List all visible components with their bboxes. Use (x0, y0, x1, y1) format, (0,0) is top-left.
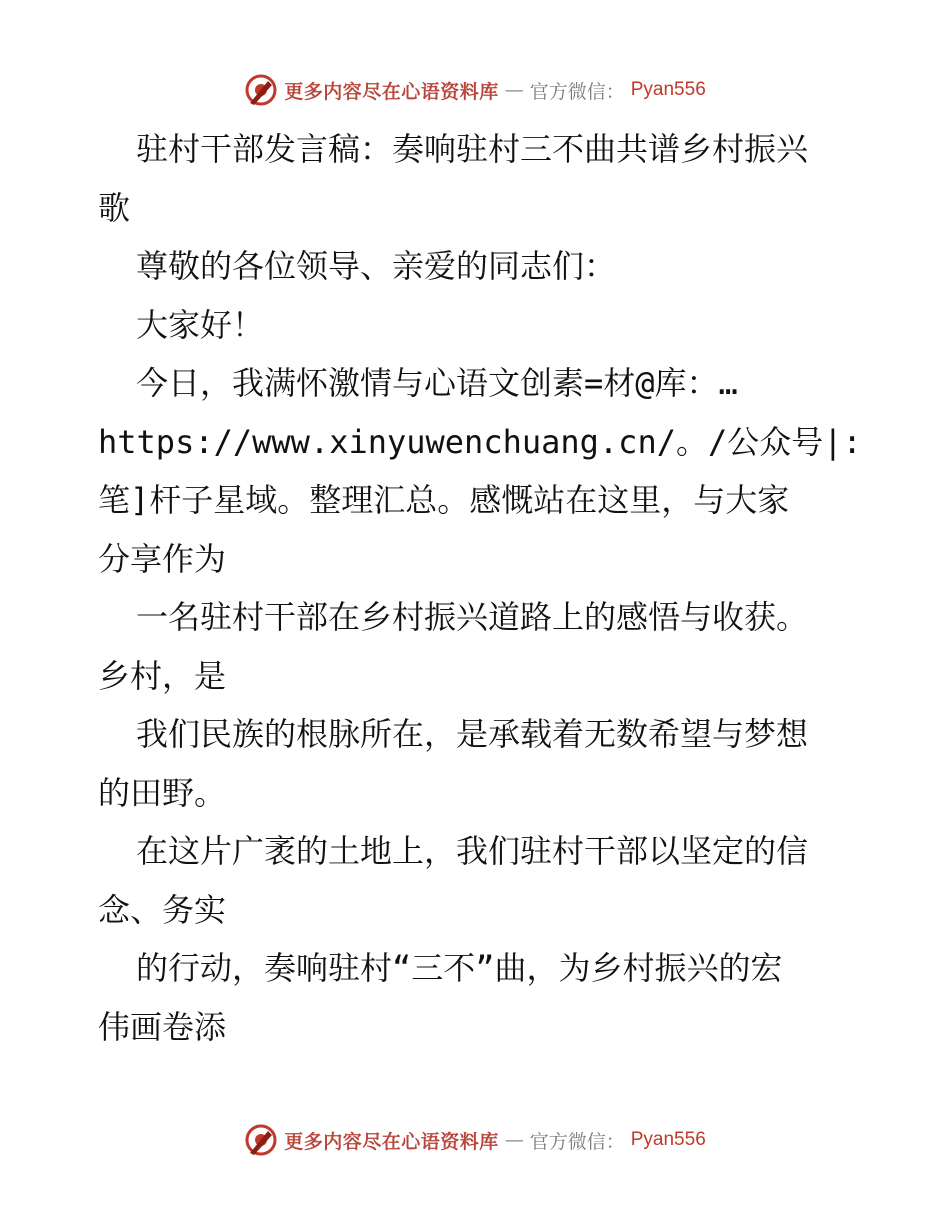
header-watermark (0, 70, 950, 110)
greeting: 大家好！ (136, 305, 265, 344)
paragraph-line: https://www.xinyuwenchuang.cn/。/公众号|: (98, 422, 862, 461)
paragraph-line: 念、务实 (98, 890, 227, 929)
document-body (98, 120, 862, 1056)
watermark-site-text: 更多内容尽在心语资料库 (284, 1130, 499, 1153)
paragraph-line: 今日，我满怀激情与心语文创素=材@库：… (136, 364, 738, 402)
watermark-site-text: 更多内容尽在心语资料库 (284, 80, 499, 103)
paragraph-line: 在这片广袤的土地上，我们驻村干部以坚定的信 (136, 832, 809, 870)
watermark-wechat-id: Pyan556 (630, 79, 706, 100)
watermark-separator: — (504, 79, 524, 101)
document-title-line-1: 驻村干部发言稿：奏响驻村三不曲共谱乡村振兴 (136, 130, 809, 168)
paragraph-line: 一名驻村干部在乡村振兴道路上的感悟与收获。 (136, 598, 809, 636)
watermark-wechat-label: 官方微信： (529, 1130, 625, 1153)
paragraph-line: 我们民族的根脉所在，是承载着无数希望与梦想 (136, 715, 809, 753)
paragraph-line: 乡村，是 (98, 656, 227, 695)
watermark-banner (244, 73, 706, 107)
salutation: 尊敬的各位领导、亲爱的同志们： (136, 247, 617, 285)
pen-logo-icon (244, 1123, 278, 1157)
watermark-banner (244, 1123, 706, 1157)
watermark-wechat-id: Pyan556 (630, 1129, 706, 1150)
watermark-separator: — (504, 1129, 524, 1151)
paragraph-line: 的行动，奏响驻村“三不”曲，为乡村振兴的宏 (136, 949, 783, 987)
paragraph-line: 伟画卷添 (98, 1007, 227, 1046)
paragraph-line: 笔]杆子星域。整理汇总。感慨站在这里，与大家 (98, 481, 790, 519)
pen-logo-icon (244, 73, 278, 107)
footer-watermark (0, 1120, 950, 1160)
paragraph-line: 的田野。 (98, 773, 227, 812)
document-title-line-2: 歌 (98, 188, 131, 227)
watermark-wechat-label: 官方微信： (529, 80, 625, 103)
paragraph-line: 分享作为 (98, 539, 227, 578)
